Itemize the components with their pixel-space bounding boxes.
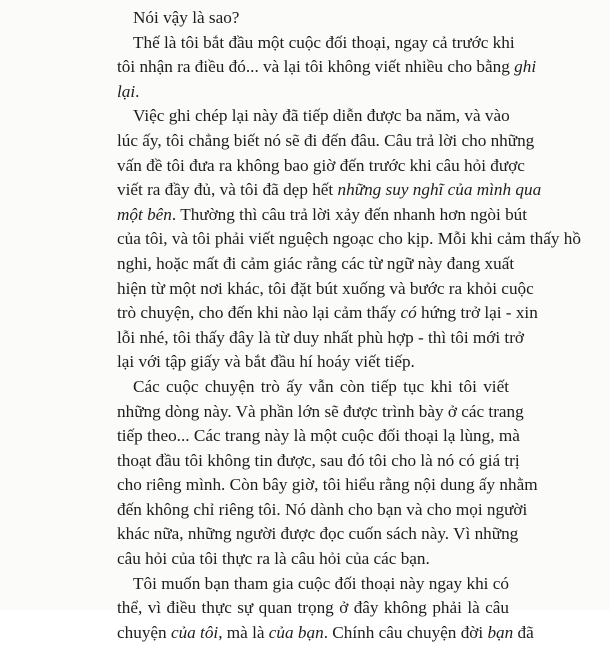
italic-text: của bạn (268, 622, 324, 642)
italic-text: có (400, 303, 417, 323)
text-segment: viết ra đầy đủ, và tôi đã dẹp hết (117, 180, 338, 200)
text-line (117, 596, 509, 621)
text-segment: của tôi, và tôi phải viết nguệch ngoạc cho kịp. Mỗi khi cảm thấy hồ (117, 229, 581, 249)
text-segment: Nói vậy là sao? (133, 8, 240, 27)
text-line (117, 424, 520, 449)
text-segment: Các cuộc chuyện trò ấy vẫn còn tiếp tục khi tôi viết (133, 376, 509, 396)
text-line (117, 301, 538, 326)
text-line (117, 350, 509, 375)
italic-text: những suy nghĩ của mình qua (337, 180, 542, 200)
text-segment: khác nữa, những người được đọc cuốn sách này. Vì những (117, 524, 519, 544)
text-line (117, 227, 581, 252)
text-line (117, 129, 535, 154)
text-line (117, 572, 509, 597)
text-segment: nghi, hoặc mất đi cảm giác rằng các từ ngữ này đang xuất (117, 253, 515, 273)
text-line (117, 498, 528, 523)
text-segment: câu hỏi của tôi thực ra là câu hỏi của các bạn. (117, 549, 430, 569)
text-segment: Việc ghi chép lại này đã tiếp diễn được ba năm, và vào (133, 106, 510, 126)
text-line (117, 473, 538, 498)
text-segment: trò chuyện, cho đến khi nào lại cảm thấy (117, 303, 401, 323)
text-line (117, 400, 524, 425)
text-segment: cho riêng mình. Còn bây giờ, tôi hiểu rằng nội dung ấy nhằm (117, 475, 538, 495)
text-line (117, 252, 515, 277)
text-line (117, 55, 537, 80)
text-segment: Thế là tôi bắt đầu một cuộc đối thoại, ngay cả trước khi (133, 32, 515, 52)
text-line (117, 621, 534, 645)
text-segment: tôi nhận ra điều đó... và lại tôi không viết nhiều cho bằng (117, 57, 515, 77)
text-segment: đến không chỉ riêng tôi. Nó dành cho bạn và cho mọi người (117, 499, 528, 519)
text-segment: Tôi muốn bạn tham gia cuộc đối thoại này ngay khi có (133, 573, 509, 593)
text-line (117, 31, 515, 56)
text-segment: thể, vì điều thực sự quan trọng ở đây không phải là câu (117, 598, 509, 618)
text-segment: thoạt đầu tôi không tin được, sau đó tôi cho là nó có giá trị (117, 450, 520, 470)
body-text (117, 6, 581, 645)
text-segment: . Thường thì câu trả lời xảy đến nhanh hơn ngòi bút (171, 204, 528, 224)
text-segment: vấn đề tôi đưa ra không bao giờ đến trước khi câu hỏi được (117, 155, 525, 175)
text-segment: , mà là (218, 622, 269, 642)
text-segment: lúc ấy, tôi chẳng biết nó sẽ đi đến đâu. Câu trả lời cho những (117, 130, 535, 150)
text-segment: chuyện (117, 622, 171, 642)
italic-text: ghi (514, 57, 537, 77)
italic-text: lại (117, 81, 136, 101)
text-segment: những dòng này. Và phần lớn sẽ được trình bày ở các trang (117, 401, 524, 421)
text-line (117, 277, 534, 302)
text-segment: đã (513, 622, 534, 642)
text-line (117, 375, 509, 400)
italic-text: của tôi (170, 622, 219, 642)
text-line (117, 104, 509, 129)
text-line (117, 6, 509, 31)
text-line (117, 203, 528, 228)
text-segment: tiếp theo... Các trang này là một cuộc đối thoại lạ lùng, mà (117, 426, 520, 446)
text-line (117, 154, 525, 179)
text-line (117, 178, 542, 203)
text-segment: lỗi nhé, tôi thấy đây là từ duy nhất phù hợp - thì tôi mới trở (117, 327, 525, 347)
text-segment: lại với tập giấy và bắt đầu hí hoáy viết tiếp. (117, 352, 415, 372)
italic-text: một bên (117, 204, 172, 224)
text-segment: . Chính câu chuyện đời (323, 622, 488, 642)
text-segment: hiện từ một nơi khác, tôi đặt bút xuống và bước ra khỏi cuộc (117, 278, 534, 298)
text-line (117, 80, 509, 105)
text-segment: . (135, 81, 140, 101)
text-line (117, 449, 520, 474)
text-segment: hứng trở lại - xin (416, 303, 538, 323)
text-line (117, 522, 519, 547)
text-line (117, 326, 525, 351)
text-line (117, 547, 509, 572)
italic-text: bạn (487, 622, 514, 642)
